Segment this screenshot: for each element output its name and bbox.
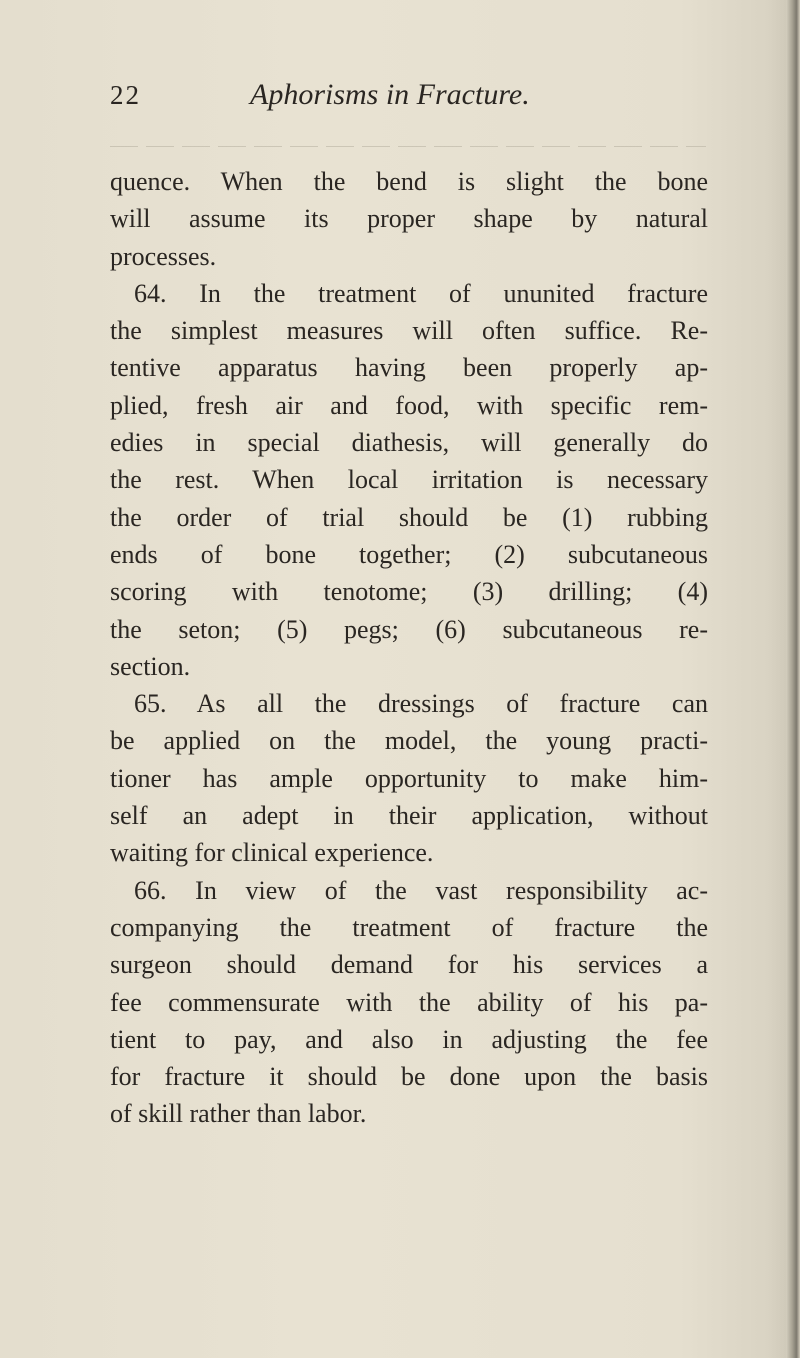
text-line: the rest. When local irritation is necessary [110,465,708,495]
text-line: 64. In the treatment of ununited fracture [134,278,708,308]
page-header [110,78,710,126]
text-line: edies in special diathesis, will generally do [110,428,708,458]
text-line: scoring with tenotome; (3) drilling; (4) [110,577,708,607]
text-line: processes. [110,241,217,271]
text-line: section. [110,651,191,681]
text-line: the simplest measures will often suffice. Re- [110,316,708,346]
text-line: be applied on the model, the young practi- [110,726,708,756]
header-rule [110,146,706,147]
text-line: tentive apparatus having been properly ap- [110,353,708,383]
text-line: self an adept in their application, without [110,801,708,831]
text-line: ends of bone together; (2) subcutaneous [110,539,708,569]
text-line: quence. When the bend is slight the bone [110,167,708,196]
running-head: Aphorisms in Fracture. [250,78,530,111]
text-line: 66. In view of the vast responsibility ac- [134,875,708,905]
text-line: tient to pay, and also in adjusting the fee [110,1024,708,1054]
text-line: tioner has ample opportunity to make him- [110,763,708,793]
text-line: for fracture it should be done upon the basis [110,1062,708,1092]
text-line: waiting for clinical experience. [110,838,434,868]
text-line: of skill rather than labor. [110,1099,367,1129]
text-line: plied, fresh air and food, with specific rem- [110,390,708,420]
body-text [110,163,708,1133]
page-edge-shadow [786,0,800,1358]
text-line: the seton; (5) pegs; (6) subcutaneous re- [110,614,708,644]
text-line: will assume its proper shape by natural [110,204,708,234]
text-line: surgeon should demand for his services a [110,950,708,980]
text-line: companying the treatment of fracture the [110,912,708,942]
text-line: the order of trial should be (1) rubbing [110,502,708,532]
text-line: fee commensurate with the ability of his pa- [110,987,708,1017]
page-number: 22 [110,80,141,110]
text-line: 65. As all the dressings of fracture can [134,689,708,719]
